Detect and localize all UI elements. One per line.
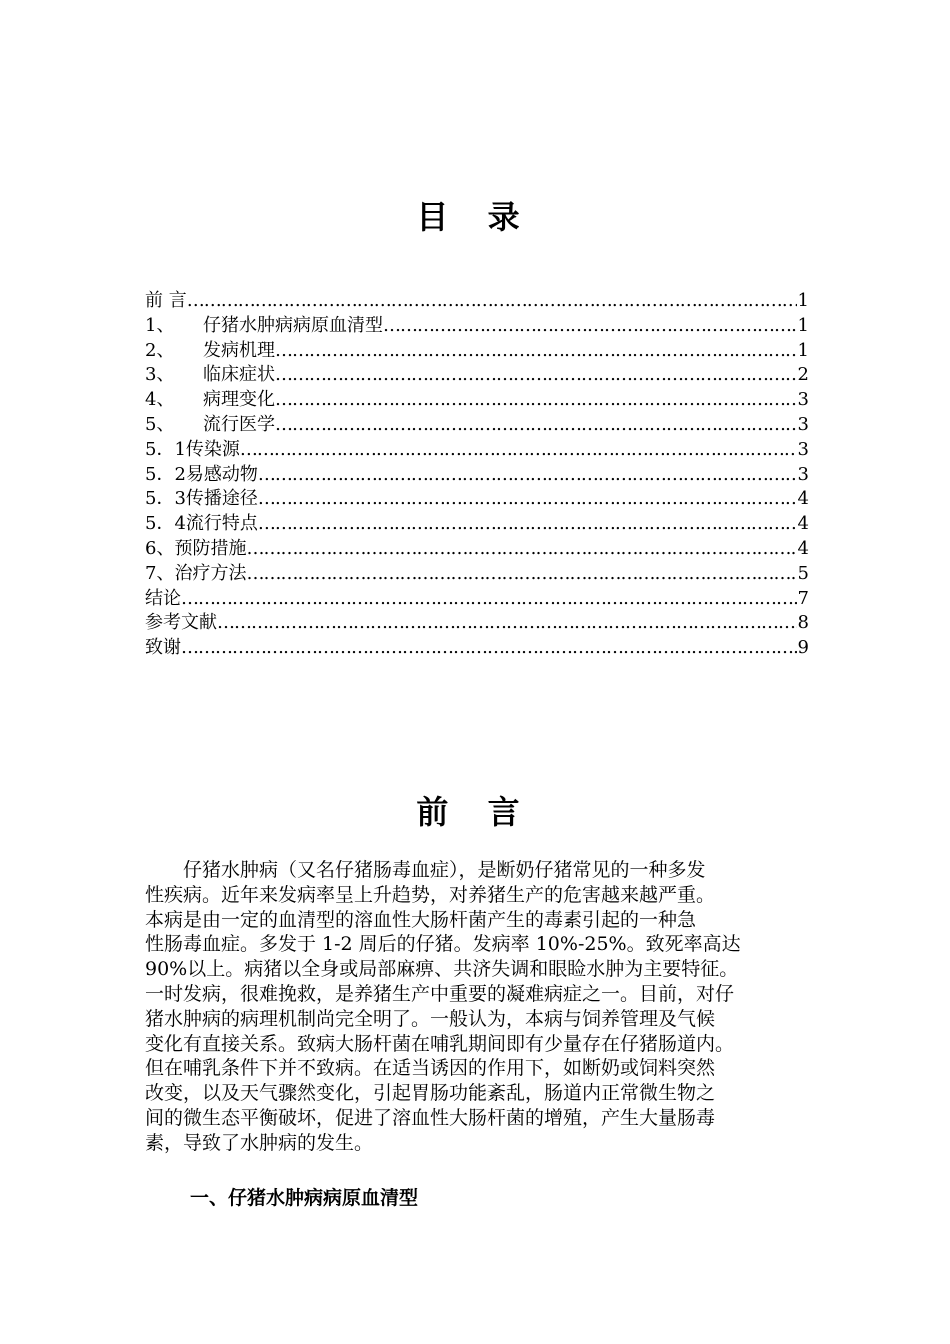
toc-entry [145, 363, 809, 388]
preface-line: 性肠毒血症。多发于 1-2 周后的仔猪。发病率 10%-25%。致死率高达 [145, 933, 741, 956]
toc-entry [145, 562, 809, 587]
preface-line: 仔猪水肿病（又名仔猪肠毒血症），是断奶仔猪常见的一种多发 [145, 859, 706, 881]
toc-entry-number: 6、 [145, 537, 175, 559]
toc-leader-dots [246, 562, 796, 587]
toc-leader-dots [275, 339, 797, 364]
toc-entry-number: 5．3 [145, 488, 186, 510]
toc-entry [145, 512, 809, 537]
preface-title: 前 言 [416, 793, 534, 831]
toc-entry [145, 636, 809, 661]
toc-entry-page: 1 [797, 339, 809, 361]
toc-entry [145, 537, 809, 562]
toc-leader-dots [383, 314, 797, 339]
toc-entry-page: 7 [797, 587, 809, 609]
toc-entry [145, 587, 809, 612]
toc-leader-dots [275, 388, 797, 413]
toc-leader-dots [187, 289, 797, 314]
toc-entry-number: 5．4 [145, 513, 186, 535]
preface-line: 本病是由一定的血清型的溶血性大肠杆菌产生的毒素引起的一种急 [145, 908, 697, 931]
toc-entry [145, 289, 809, 314]
toc-leader-dots [181, 587, 797, 612]
toc-entry-number: 致谢 [145, 637, 181, 659]
toc-entry-number: 3、 [145, 364, 175, 386]
toc-entry-number: 5、 [145, 413, 175, 435]
toc-leader-dots [258, 487, 797, 512]
toc-entry-label: 仔猪水肿病病原血清型 [203, 314, 383, 336]
toc-entry [145, 463, 809, 488]
toc-entry-label: 治疗方法 [174, 562, 247, 584]
toc-entry-label: 流行特点 [185, 513, 258, 535]
preface-line: 间的微生态平衡破坏，促进了溶血性大肠杆菌的增殖，产生大量肠毒 [145, 1106, 716, 1129]
toc-entry [145, 388, 809, 413]
preface-line: 但在哺乳条件下并不致病。在适当诱因的作用下，如断奶或饲料突然 [145, 1057, 716, 1080]
toc-entry [145, 314, 809, 339]
toc-entry-page: 4 [797, 513, 809, 535]
preface-line: 变化有直接关系。致病大肠杆菌在哺乳期间即有少量存在仔猪肠道内。 [145, 1032, 735, 1055]
toc-entry-number: 结论 [145, 587, 181, 609]
toc-leader-dots [217, 611, 797, 636]
toc-entry-page: 5 [797, 562, 809, 584]
toc-entry-page: 3 [797, 389, 809, 411]
toc-entry-number: 2、 [145, 339, 175, 361]
toc-entry-label: 发病机理 [203, 339, 275, 361]
toc-entry-page: 8 [797, 612, 809, 634]
toc-entry-number: 5．2 [145, 463, 186, 485]
toc-entry-page: 3 [797, 438, 809, 460]
toc-leader-dots [258, 512, 797, 537]
toc-entry [145, 339, 809, 364]
toc-entry-label: 传染源 [185, 438, 240, 460]
toc-entry-number: 前 言 [145, 290, 187, 311]
preface-line: 90%以上。病猪以全身或局部麻痹、共济失调和眼睑水肿为主要特征。 [145, 958, 739, 981]
toc-entry-page: 4 [797, 537, 809, 559]
toc-entry-number: 5．1 [145, 438, 186, 460]
preface-line: 性疾病。近年来发病率呈上升趋势，对养猪生产的危害越来越严重。 [145, 883, 716, 906]
toc-leader-dots [181, 636, 797, 661]
preface-line: 改变，以及天气骤然变化，引起胃肠功能紊乱，肠道内正常微生物之 [145, 1082, 716, 1105]
toc-leader-dots [258, 463, 797, 488]
toc-entry-label: 临床症状 [203, 364, 275, 386]
toc-entry [145, 487, 809, 512]
toc-entry-number: 4、 [145, 389, 175, 411]
toc-leader-dots [240, 438, 797, 463]
toc-entry-number: 参考文献 [145, 612, 217, 634]
toc-entry-label: 病理变化 [203, 389, 275, 411]
toc-leader-dots [275, 413, 797, 438]
toc-entry-page: 2 [797, 364, 809, 386]
toc-entry-page: 1 [797, 314, 809, 336]
toc-title: 目 录 [416, 198, 534, 236]
toc-leader-dots [275, 363, 797, 388]
preface-line: 猪水肿病的病理机制尚完全明了。一般认为，本病与饲养管理及气候 [145, 1007, 716, 1030]
preface-line: 一时发病，很难挽救，是养猪生产中重要的凝难病症之一。目前，对仔 [145, 982, 735, 1005]
toc-entry-number: 7、 [145, 562, 175, 584]
toc-entry-label: 预防措施 [174, 537, 247, 559]
toc-entry [145, 413, 809, 438]
toc-entry-page: 3 [797, 413, 809, 435]
preface-line: 素，导致了水肿病的发生。 [145, 1131, 374, 1154]
toc-entry-page: 1 [797, 290, 809, 311]
toc-entry-label: 流行医学 [203, 413, 275, 435]
toc-leader-dots [246, 537, 796, 562]
toc-entry-page: 3 [797, 463, 809, 485]
toc-entry-page: 9 [797, 637, 809, 659]
toc-entry [145, 438, 809, 463]
toc-entry-number: 1、 [145, 314, 175, 336]
section-heading: 一、仔猪水肿病病原血清型 [190, 1187, 419, 1209]
toc-entry-label: 易感动物 [185, 463, 258, 485]
toc-entry-page: 4 [797, 488, 809, 510]
table-of-contents [145, 289, 809, 661]
preface-body [145, 858, 813, 1156]
toc-entry-label: 传播途径 [185, 488, 258, 510]
toc-entry [145, 611, 809, 636]
